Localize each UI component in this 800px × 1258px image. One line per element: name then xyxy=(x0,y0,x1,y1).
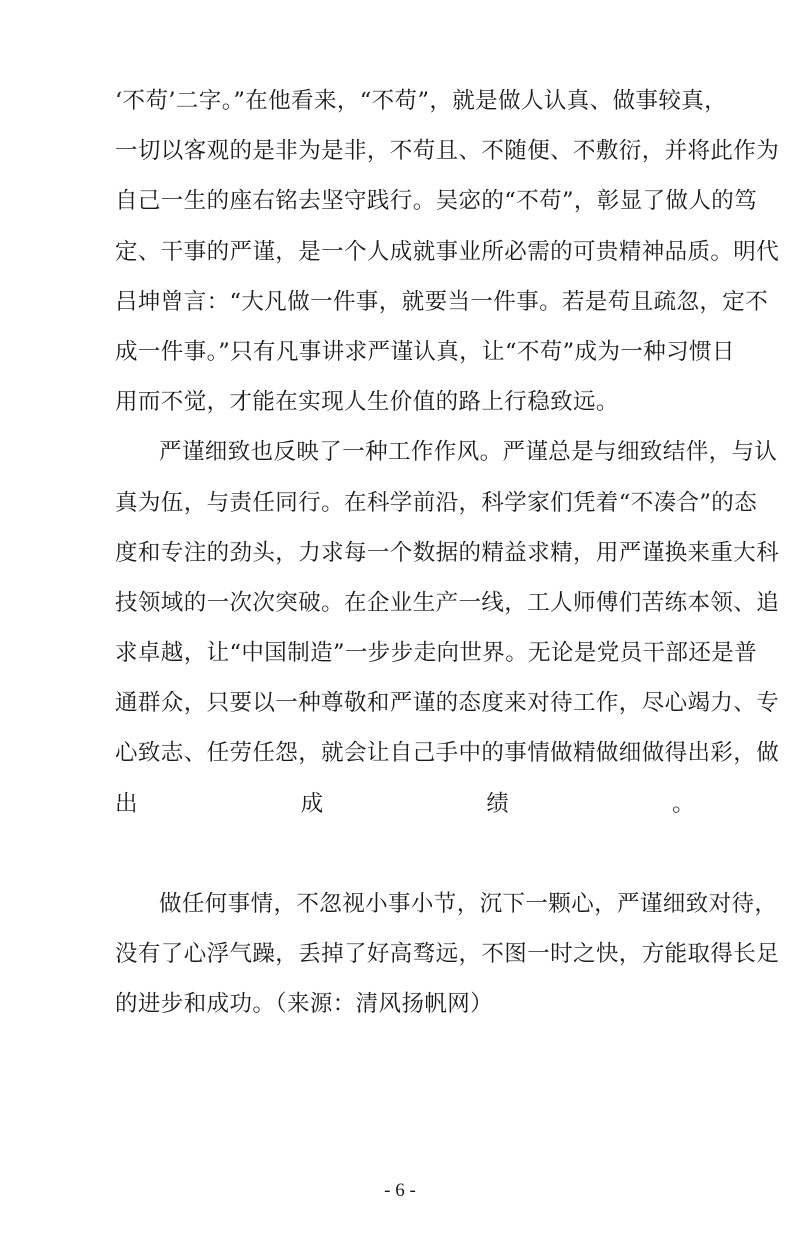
text-line: 的进步和成功。（来源：清风扬帆网） xyxy=(115,991,494,1018)
text-line xyxy=(115,829,695,879)
text-line: 求卓越，让“中国制造”一步步走向世界。无论是党员干部还是普 xyxy=(115,640,758,667)
text-line: 技领域的一次次突破。在企业生产一线，工人师傅们苦练本领、追 xyxy=(115,589,780,616)
text-line: 出成绩。 xyxy=(115,790,695,817)
text-line: 一切以客观的是非为是非，不苟且、不随便、不敷衍，并将此作为 xyxy=(115,138,780,165)
paragraph-2 xyxy=(115,427,780,879)
paragraph-3 xyxy=(115,879,780,1030)
text-line: 通群众，只要以一种尊敬和严谨的态度来对待工作，尽心竭力、专 xyxy=(115,690,780,717)
paragraph-1 xyxy=(115,76,780,427)
text-line: 自己一生的座右铭去坚守践行。吴宓的“不苟”，彰显了做人的笃 xyxy=(115,188,758,215)
text-line: 度和专注的劲头，力求每一个数据的精益求精，用严谨换来重大科 xyxy=(115,539,780,566)
text-line: 定、干事的严谨，是一个人成就事业所必需的可贵精神品质。明代 xyxy=(115,238,780,265)
text-line: 没有了心浮气躁，丢掉了好高骛远，不图一时之快，方能取得长足 xyxy=(115,941,780,968)
text-line: ‘不苟’二字。”在他看来，“不苟”，就是做人认真、做事较真， xyxy=(115,88,728,114)
text-line: 真为伍，与责任同行。在科学前沿，科学家们凭着“不凑合”的态 xyxy=(115,489,758,516)
text-line: 用而不觉，才能在实现人生价值的路上行稳致远。 xyxy=(115,389,619,416)
page-number: - 6 - xyxy=(384,1180,416,1201)
text-line: 严谨细致也反映了一种工作作风。严谨总是与细致结伴，与认 xyxy=(159,439,778,466)
document-body xyxy=(115,76,780,1030)
text-line: 心致志、任劳任怨，就会让自己手中的事情做精做细做得出彩，做 xyxy=(115,740,780,767)
text-line: 做任何事情，不忽视小事小节，沉下一颗心，严谨细致对待， xyxy=(159,891,778,917)
text-line: 吕坤曾言：“大凡做一件事，就要当一件事。若是苟且疏忽，定不 xyxy=(115,288,769,315)
text-line: 成一件事。”只有凡事讲求严谨认真，让“不苟”成为一种习惯日 xyxy=(115,338,735,365)
